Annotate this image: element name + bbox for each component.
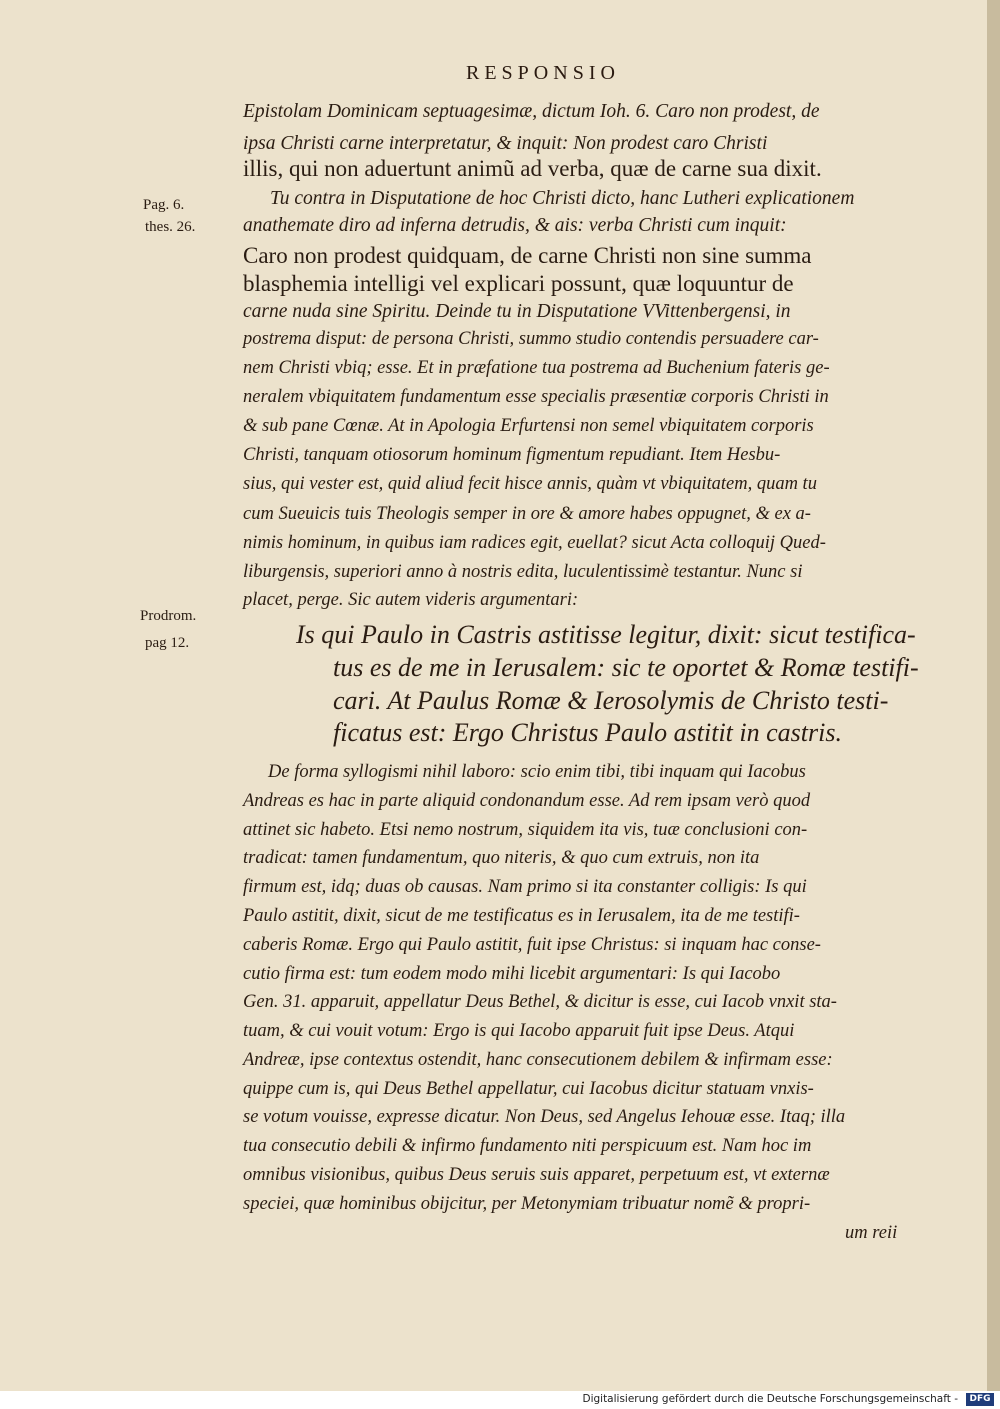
text-line: se votum vouisse, expresse dicatur. Non Deus, sed Angelus Iehouæ esse. Itaq; illa (243, 1107, 846, 1127)
syllogism-line: Is qui Paulo in Castris astitisse legitur, dixit: sicut testifica- (296, 620, 916, 649)
catchword: um reii (845, 1223, 898, 1243)
text-line: Caro non prodest quidquam, de carne Christi non sine summa (243, 243, 812, 268)
page-edge (987, 0, 1000, 1391)
text-line: Andreas es hac in parte aliquid condonandum esse. Ad rem ipsam verò quod (243, 791, 811, 811)
text-line: illis, qui non aduertunt animũ ad verba, quæ de carne sua dixit. (243, 156, 822, 181)
text-line: blasphemia intelligi vel explicari possunt, quæ loquuntur de (243, 271, 794, 296)
text-line: De forma syllogismi nihil laboro: scio enim tibi, tibi inquam qui Iacobus (268, 762, 806, 782)
text-line: postrema disput: de persona Christi, summo studio contendis persuadere car- (243, 329, 819, 349)
text-line: quippe cum is, qui Deus Bethel appellatur, cui Iacobus dicitur statuam vnxis- (243, 1079, 814, 1099)
text-line: Tu contra in Disputatione de hoc Christi dicto, hanc Lutheri explicationem (270, 188, 855, 209)
text-line: tuam, & cui vouit votum: Ergo is qui Iacobo apparuit fuit ipse Deus. Atqui (243, 1021, 795, 1041)
syllogism-line: ficatus est: Ergo Christus Paulo astitit in castris. (333, 718, 842, 747)
running-header: RESPONSIO (466, 62, 620, 84)
text-line: & sub pane Cœnæ. At in Apologia Erfurtensi non semel vbiquitatem corporis (243, 416, 814, 436)
text-line: cum Sueuicis tuis Theologis semper in ore & amore habes oppugnet, & ex a- (243, 504, 811, 524)
margin-note: Pag. 6. (143, 197, 185, 213)
text-line: speciei, quæ hominibus obijcitur, per Metonymiam tribuatur nomẽ & propri- (243, 1194, 811, 1214)
text-line: cutio firma est: tum eodem modo mihi licebit argumentari: Is qui Iacobo (243, 964, 781, 984)
footer-credit: Digitalisierung gefördert durch die Deutsche Forschungsgemeinschaft - (582, 1393, 958, 1405)
text-line: carne nuda sine Spiritu. Deinde tu in Disputatione VVittenbergensi, in (243, 301, 791, 322)
text-line: ipsa Christi carne interpretatur, & inquit: Non prodest caro Christi (243, 133, 768, 154)
text-line: nimis hominum, in quibus iam radices egit, euellat? sicut Acta colloquij Qued- (243, 533, 826, 553)
text-line: sius, qui vester est, quid aliud fecit hisce annis, quàm vt vbiquitatem, quam tu (243, 474, 817, 494)
text-line: Andreæ, ipse contextus ostendit, hanc consecutionem debilem & infirmam esse: (243, 1050, 833, 1070)
text-line: tua consecutio debili & infirmo fundamento niti perspicuum est. Nam hoc im (243, 1136, 812, 1156)
text-line: liburgensis, superiori anno à nostris edita, luculentissimè testantur. Nunc si (243, 562, 803, 582)
text-line: attinet sic habeto. Etsi nemo nostrum, siquidem ita vis, tuæ conclusioni con- (243, 820, 808, 840)
text-line: Paulo astitit, dixit, sicut de me testificatus es in Ierusalem, ita de me testifi- (243, 906, 800, 926)
text-line: tradicat: tamen fundamentum, quo niteris, & quo cum extruis, non ita (243, 848, 760, 868)
dfg-logo-icon: DFG (966, 1393, 994, 1406)
margin-note: pag 12. (145, 635, 190, 651)
text-line: Gen. 31. apparuit, appellatur Deus Bethel, & dicitur is esse, cui Iacob vnxit sta- (243, 992, 837, 1012)
text-line: anathemate diro ad inferna detrudis, & ais: verba Christi cum inquit: (243, 215, 787, 236)
text-line: neralem vbiquitatem fundamentum esse specialis præsentiæ corporis Christi in (243, 387, 829, 407)
text-line: omnibus visionibus, quibus Deus seruis suis apparet, perpetuum est, vt externæ (243, 1165, 830, 1185)
text-line: firmum est, idq; duas ob causas. Nam primo si ita constanter colligis: Is qui (243, 877, 807, 897)
text-line: nem Christi vbiq; esse. Et in præfatione tua postrema ad Buchenium fateris ge- (243, 358, 830, 378)
text-line: placet, perge. Sic autem videris argumentari: (243, 590, 579, 610)
syllogism-line: tus es de me in Ierusalem: sic te oportet & Romæ testifi- (333, 653, 919, 682)
margin-note: Prodrom. (140, 608, 197, 624)
text-line: caberis Romæ. Ergo qui Paulo astitit, fuit ipse Christus: si inquam hac conse- (243, 935, 821, 955)
margin-note: thes. 26. (145, 219, 196, 235)
text-line: Epistolam Dominicam septuagesimæ, dictum Ioh. 6. Caro non prodest, de (243, 101, 820, 122)
syllogism-line: cari. At Paulus Romæ & Ierosolymis de Christo testi- (333, 686, 889, 715)
text-line: Christi, tanquam otiosorum hominum figmentum repudiant. Item Hesbu- (243, 445, 781, 465)
